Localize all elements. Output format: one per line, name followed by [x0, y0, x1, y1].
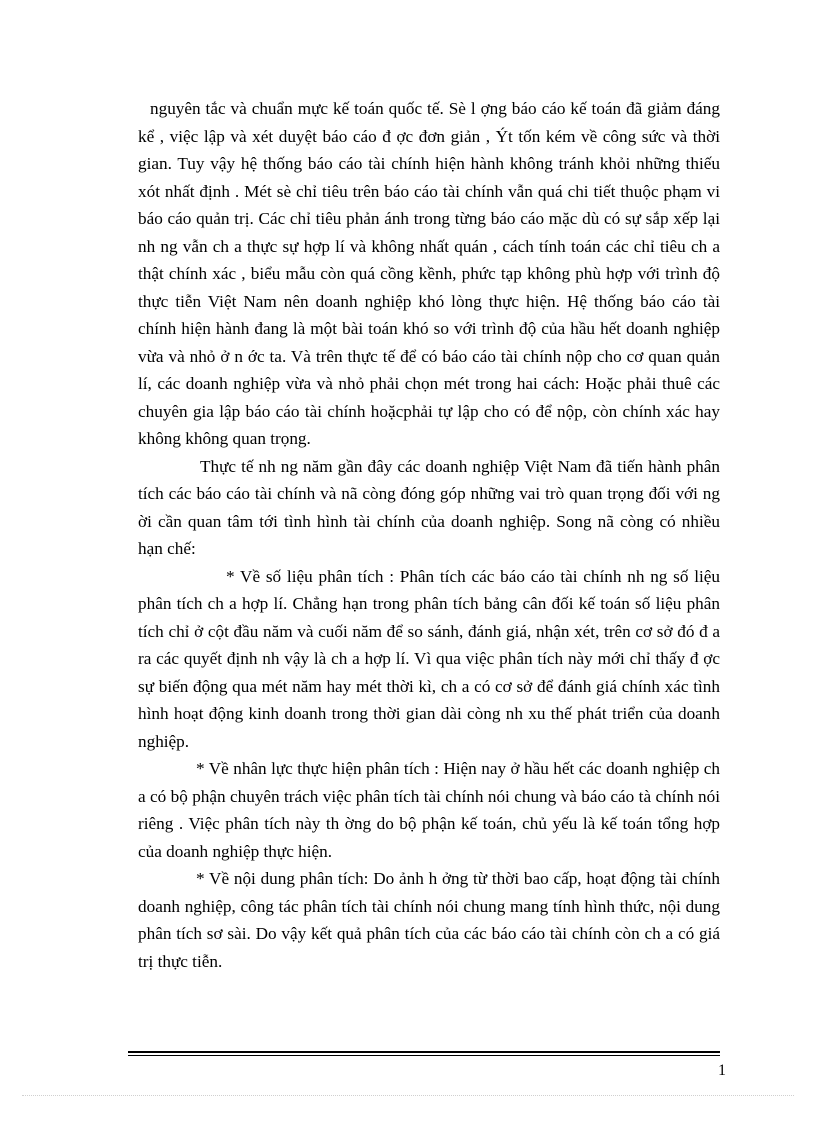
- footer-divider-thin: [128, 1055, 720, 1056]
- page-body: [138, 95, 720, 975]
- paragraph-practice: Thực tế nh ng năm gần đây các doanh nghiệp Việt Nam đã tiến hành phân tích các báo cáo tài chính và nã còng đóng góp những vai trò quan trọng đối với ng ời cần quan tâm tới tình hình tài chính của doanh nghiệp. Song nã còng có nhiều hạn chế:: [138, 456, 720, 558]
- paragraph-data-analysis: * Về số liệu phân tích : Phân tích các báo cáo tài chính nh ng số liệu phân tích ch a hợp lí. Chẳng hạn trong phân tích bảng cân đối kế toán số liệu phân tích chỉ ở cột đầu năm và cuối năm để so sánh, đánh giá, nhận xét, trên cơ sở đó đ a ra các quyết định nh vậy là ch a hợp lí. Vì qua việc phân tích này mới chỉ thấy đ ợc sự biến động qua mét năm hay mét thời kì, ch a có cơ sở để đánh giá chính xác tình hình hoạt động kinh doanh trong thời gian dài còng nh xu thế phát triển của doanh nghiệp.: [138, 566, 720, 751]
- page-edge-divider: [22, 1095, 794, 1096]
- footer-divider-thick: [128, 1051, 720, 1053]
- page-number: 1: [718, 1062, 726, 1079]
- paragraph-content-analysis: * Về nội dung phân tích: Do ảnh h ởng từ thời bao cấp, hoạt động tài chính doanh nghiệp, công tác phân tích tài chính nói chung mang tính hình thức, nội dung phân tích sơ sài. Do vậy kết quả phân tích của các báo cáo tài chính còn ch a có giá trị thực tiễn.: [138, 869, 720, 971]
- paragraph-intro: nguyên tắc và chuẩn mực kế toán quốc tế. Sè l ợng báo cáo kế toán đã giảm đáng kể , việc lập và xét duyệt báo cáo đ ợc đơn giản , Ýt tốn kém về công sức và thời gian. Tuy vậy hệ thống báo cáo tài chính hiện hành không tránh khỏi những thiếu xót nhất định . Mét sè chỉ tiêu trên báo cáo tài chính vẫn quá chi tiết thuộc phạm vi báo cáo quản trị. Các chỉ tiêu phản ánh trong từng báo cáo mặc dù có sự sắp xếp lại nh ng vẫn ch a thực sự hợp lí và không nhất quán , cách tính toán các chỉ tiêu ch a thật chính xác , biểu mẫu còn quá cồng kềnh, phức tạp không phù hợp với trình độ thực tiễn Việt Nam nên doanh nghiệp khó lòng thực hiện. Hệ thống báo cáo tài chính hiện hành đang là một bài toán khó so với trình độ của hầu hết doanh nghiệp vừa và nhỏ ở n ớc ta. Và trên thực tế để có báo cáo tài chính nộp cho cơ quan quản lí, các doanh nghiệp vừa và nhỏ phải chọn mét trong hai cách: Hoặc phải thuê các chuyên gia lập báo cáo tài chính hoặcphải tự lập cho có để nộp, còn chính xác hay không không quan trọng.: [138, 99, 720, 448]
- paragraph-human-resources: * Về nhân lực thực hiện phân tích : Hiện nay ở hầu hết các doanh nghiệp ch a có bộ phận chuyên trách việc phân tích tài chính nói chung và báo cáo tà chính nói riêng . Việc phân tích này th ờng do bộ phận kế toán, chủ yếu là kế toán tổng hợp của doanh nghiệp thực hiện.: [138, 759, 720, 861]
